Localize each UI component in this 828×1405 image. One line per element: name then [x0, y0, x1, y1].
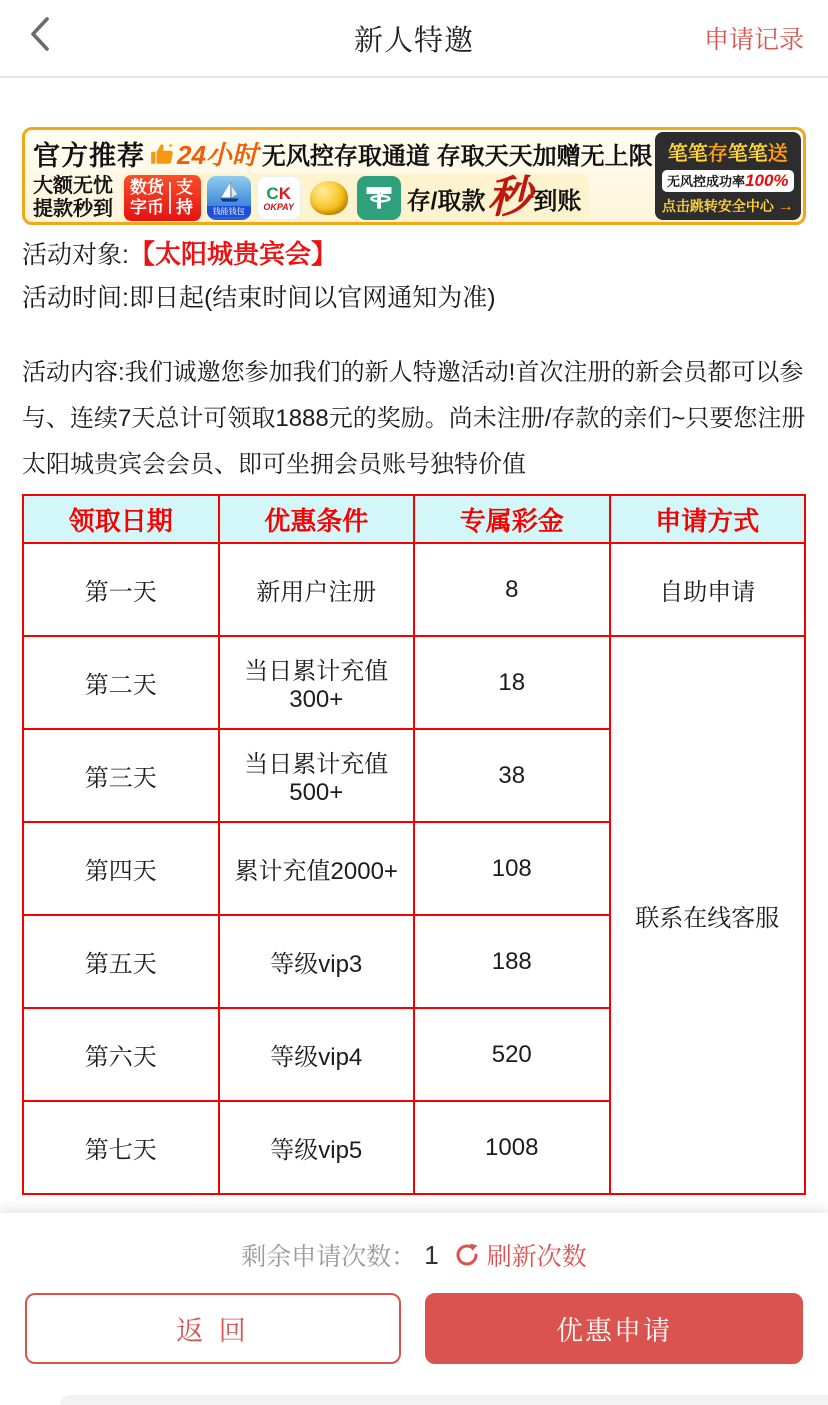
col-header-condition: 优惠条件 [219, 495, 415, 543]
col-header-bonus: 专属彩金 [414, 495, 610, 543]
footer-buttons [25, 1293, 803, 1364]
gold-coin-icon [307, 176, 351, 220]
banner-headline: 无风控存取通道 存取天天加赠无上限 [261, 143, 653, 170]
banner-left-section [25, 130, 653, 222]
cell-condition: 当日累计充值500+ [219, 729, 415, 822]
cell-day: 第六天 [23, 1008, 219, 1101]
thumbs-up-icon [149, 141, 175, 167]
deposit-slogan: 存/取款 秒 到账 [406, 173, 582, 222]
activity-time-line: 活动时间:即日起(结束时间以官网通知为准) [22, 284, 496, 312]
cell-day: 第七天 [23, 1101, 219, 1194]
per-deposit-bonus-line: 笔笔存笔笔送 [667, 142, 788, 165]
banner-bottom-row [33, 173, 653, 223]
success-rate-pill: 无风控成功率 100% [662, 170, 794, 192]
refresh-icon[interactable] [453, 1241, 481, 1269]
activity-target-value: 【太阳城贵宾会】 [128, 239, 337, 269]
col-header-date: 领取日期 [23, 495, 219, 543]
cell-condition: 新用户注册 [219, 543, 415, 636]
cell-day: 第四天 [23, 822, 219, 915]
apply-offer-button[interactable]: 优惠申请 [425, 1293, 803, 1364]
table-header-row [23, 495, 805, 543]
tether-icon [357, 176, 401, 220]
activity-content-paragraph: 活动内容:我们诚邀您参加我们的新人特邀活动!首次注册的新会员都可以参与、连续7天总计可领取1888元的奖励。尚未注册/存款的亲们~只要您注册太阳城贵宾会会员、即可坐拥会员账号独特价值 [22, 359, 806, 478]
activity-target-line [22, 234, 337, 271]
payment-strip [121, 173, 589, 223]
cell-apply-self: 自助申请 [610, 543, 806, 636]
big-words: 大额无忧 提款秒到 [33, 175, 113, 220]
security-center-link[interactable]: 点击跳转安全中心 → [661, 197, 794, 215]
cell-condition: 等级vip4 [219, 1008, 415, 1101]
fast-character: 秒 [487, 173, 532, 222]
cell-bonus: 8 [414, 543, 610, 636]
table-row [23, 636, 805, 729]
remaining-count-row [0, 1237, 828, 1273]
digital-currency-badge: 数货 字币 支持 [124, 175, 201, 221]
remaining-count-value: 1 [424, 1239, 439, 1270]
back-chevron-icon [29, 16, 51, 52]
cell-day: 第一天 [23, 543, 219, 636]
footer-panel [0, 1213, 828, 1405]
bottom-sheet-edge [60, 1395, 828, 1405]
header-bar [0, 0, 828, 78]
cell-day: 第三天 [23, 729, 219, 822]
remaining-count-label: 剩余申请次数： [241, 1243, 417, 1271]
cell-condition: 等级vip3 [219, 915, 415, 1008]
cell-condition: 当日累计充值300+ [219, 636, 415, 729]
promo-banner[interactable] [22, 127, 806, 225]
cell-bonus: 18 [414, 636, 610, 729]
okpay-icon: CK OKPAY [257, 176, 301, 220]
cell-apply-merged: 联系在线客服 [610, 636, 806, 1194]
refresh-count-link[interactable]: 刷新次数 [486, 1243, 587, 1271]
cell-bonus: 108 [414, 822, 610, 915]
cell-day: 第五天 [23, 915, 219, 1008]
cell-bonus: 520 [414, 1008, 610, 1101]
table-row [23, 543, 805, 636]
cell-bonus: 188 [414, 915, 610, 1008]
back-button[interactable] [22, 12, 58, 56]
cell-bonus: 1008 [414, 1101, 610, 1194]
cell-day: 第二天 [23, 636, 219, 729]
official-recommend-label: 官方推荐 [33, 141, 145, 171]
cell-condition: 累计充值2000+ [219, 822, 415, 915]
arrow-right-icon: → [777, 197, 794, 215]
activity-target-label: 活动对象: [22, 241, 129, 269]
promo-table [22, 494, 806, 1195]
cell-condition: 等级vip5 [219, 1101, 415, 1194]
hours-label: 24小时 [177, 140, 258, 170]
cell-bonus: 38 [414, 729, 610, 822]
application-records-link[interactable]: 申请记录 [703, 26, 804, 54]
col-header-apply: 申请方式 [610, 495, 806, 543]
qianneng-wallet-icon: 钱能钱包 [207, 176, 251, 220]
return-button[interactable]: 返 回 [25, 1293, 401, 1364]
banner-top-row [33, 134, 653, 173]
page-title: 新人特邀 [353, 24, 474, 57]
security-center-box[interactable] [655, 132, 801, 220]
